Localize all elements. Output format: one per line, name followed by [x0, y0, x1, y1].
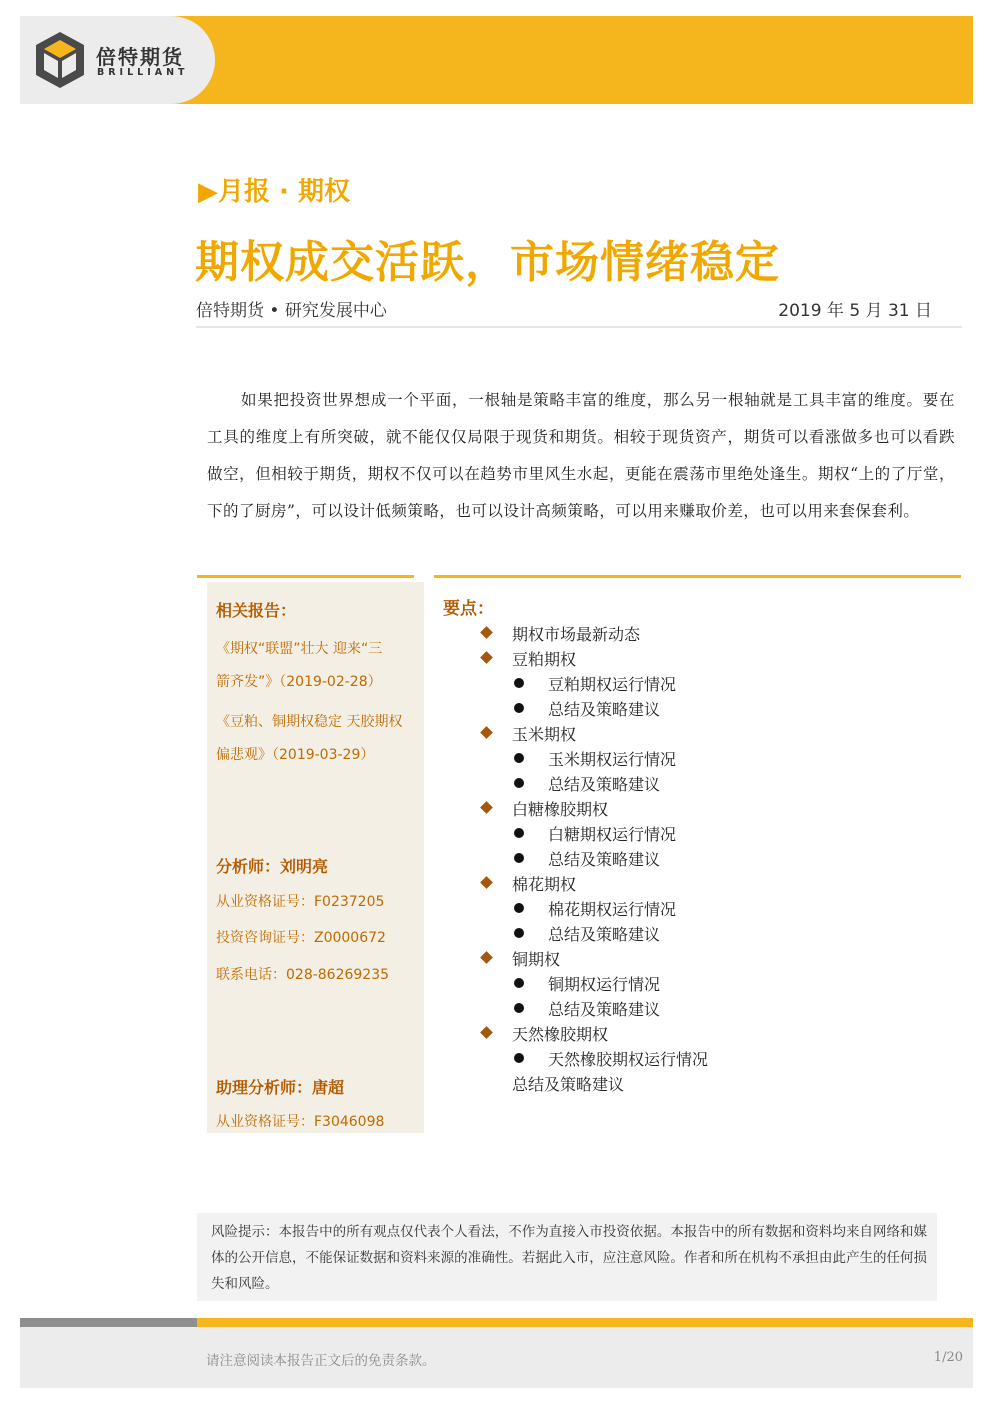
- dot-bullet-icon: [514, 928, 524, 938]
- report-title: 期权成交活跃，市场情绪稳定: [195, 237, 780, 288]
- related-report-2-line-2[interactable]: 偏悲观》（2019-03-29）: [216, 747, 375, 763]
- keypoint-subitem: 棉花期权运行情况: [548, 900, 677, 919]
- risk-disclosure-text: 风险提示：本报告中的所有观点仅代表个人看法，不作为直接入市投资依据。本报告中的所有数据和资料均来自网络和媒体的公开信息，不能保证数据和资料来源的准确性。若据此入市，应注意风险。作者和所在机构不承担由此产生的任何损失和风险。: [211, 1224, 927, 1292]
- keypoint-subitem: 总结及策略建议: [548, 925, 661, 944]
- risk-disclosure-box: [197, 1213, 937, 1301]
- diamond-bullet-icon: [480, 951, 493, 964]
- keypoint-subitem: 白糖期权运行情况: [548, 825, 677, 844]
- sidebar-top-rule: [197, 575, 414, 578]
- keypoint-subitem: 铜期权运行情况: [548, 975, 661, 994]
- analyst-cert: 从业资格证号：F0237205: [216, 894, 385, 910]
- dot-bullet-icon: [514, 703, 524, 713]
- title-divider: [196, 326, 962, 328]
- keypoint-item: 期权市场最新动态: [512, 625, 641, 644]
- keypoint-subitem: 总结及策略建议: [548, 1000, 661, 1019]
- footer-disclaimer-note: 请注意阅读本报告正文后的免责条款。: [206, 1353, 436, 1369]
- dot-bullet-icon: [514, 678, 524, 688]
- diamond-bullet-icon: [480, 876, 493, 889]
- keypoint-subitem: 总结及策略建议: [512, 1075, 625, 1094]
- report-kicker: ▶月报 · 期权: [198, 177, 350, 207]
- analyst-phone: 联系电话：028-86269235: [216, 967, 390, 983]
- report-org: 倍特期货 • 研究发展中心: [196, 301, 387, 321]
- logo-cube-icon: [34, 30, 86, 90]
- keypoint-subitem: 豆粕期权运行情况: [548, 675, 677, 694]
- assistant-analyst-heading: 助理分析师：唐超: [216, 1078, 345, 1097]
- related-report-2-line-1[interactable]: 《豆粕、铜期权稳定 天胶期权: [216, 714, 403, 730]
- keypoint-subitem: 总结及策略建议: [548, 850, 661, 869]
- keypoints-heading: 要点：: [443, 599, 494, 619]
- related-reports-heading: 相关报告：: [216, 601, 297, 620]
- footer-band: [20, 1327, 973, 1388]
- keypoint-subitem: 玉米期权运行情况: [548, 750, 677, 769]
- logo-text-cn: 倍特期货: [96, 45, 184, 69]
- page-number: 1/20: [933, 1350, 963, 1365]
- dot-bullet-icon: [514, 1003, 524, 1013]
- related-report-1-line-1[interactable]: 《期权“联盟”壮大 迎来“三: [216, 641, 383, 657]
- diamond-bullet-icon: [480, 651, 493, 664]
- diamond-bullet-icon: [480, 801, 493, 814]
- dot-bullet-icon: [514, 753, 524, 763]
- dot-bullet-icon: [514, 828, 524, 838]
- footer-gold-bar: [197, 1318, 973, 1327]
- keypoint-item: 白糖橡胶期权: [512, 800, 609, 819]
- footer-gray-bar: [20, 1318, 197, 1327]
- keypoint-subitem: 总结及策略建议: [548, 775, 661, 794]
- dot-bullet-icon: [514, 978, 524, 988]
- assistant-analyst-cert: 从业资格证号：F3046098: [216, 1114, 385, 1130]
- dot-bullet-icon: [514, 1053, 524, 1063]
- report-date: 2019 年 5 月 31 日: [778, 301, 932, 321]
- dot-bullet-icon: [514, 853, 524, 863]
- dot-bullet-icon: [514, 903, 524, 913]
- analyst-heading: 分析师：刘明亮: [216, 857, 329, 876]
- keypoint-item: 天然橡胶期权: [512, 1025, 609, 1044]
- intro-paragraph: 如果把投资世界想成一个平面，一根轴是策略丰富的维度，那么另一根轴就是工具丰富的维度。要在工具的维度上有所突破，就不能仅仅局限于现货和期货。相较于现货资产，期货可以看涨做多也可以看跌做空，但相较于期货，期权不仅可以在趋势市里风生水起，更能在震荡市里绝处逢生。期权“上的了厅堂，下的了厨房”，可以设计低频策略，也可以设计高频策略，可以用来赚取价差，也可以用来套保套利。: [207, 391, 955, 520]
- keypoint-subitem: 天然橡胶期权运行情况: [548, 1050, 709, 1069]
- diamond-bullet-icon: [480, 726, 493, 739]
- keypoint-subitem: 总结及策略建议: [548, 700, 661, 719]
- keypoint-item: 豆粕期权: [512, 650, 577, 669]
- sidebar: [207, 582, 424, 1133]
- dot-bullet-icon: [514, 778, 524, 788]
- logo-text-en: BRILLIANT: [97, 67, 189, 78]
- keypoint-item: 玉米期权: [512, 725, 577, 744]
- keypoint-item: 铜期权: [512, 950, 561, 969]
- analyst-consult-cert: 投资咨询证号：Z0000672: [216, 930, 386, 946]
- diamond-bullet-icon: [480, 626, 493, 639]
- related-report-1-line-2[interactable]: 箭齐发”》（2019-02-28）: [216, 674, 382, 690]
- logo: [20, 16, 215, 104]
- diamond-bullet-icon: [480, 1026, 493, 1039]
- keypoints-top-rule: [434, 575, 961, 578]
- keypoint-item: 棉花期权: [512, 875, 577, 894]
